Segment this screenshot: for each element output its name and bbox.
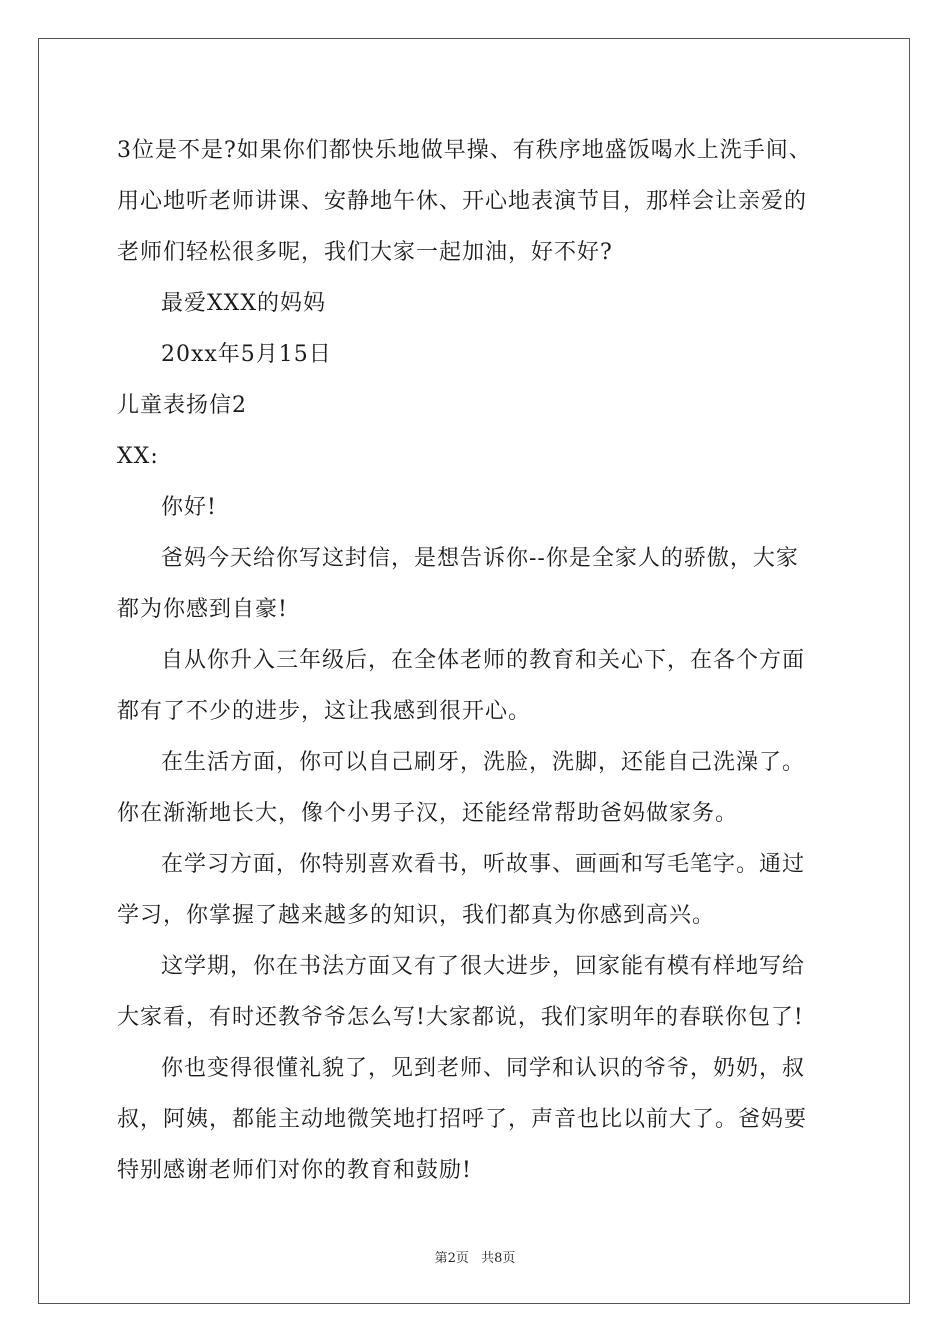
greeting: 你好! bbox=[161, 495, 217, 520]
text-line: 3位是不是?如果你们都快乐地做早操、有秩序地盛饭喝水上洗手间、 bbox=[117, 138, 812, 163]
paragraph-line: 大家看，有时还教爷爷怎么写!大家都说，我们家明年的春联你包了! bbox=[117, 1005, 804, 1030]
text-line: 用心地听老师讲课、安静地午休、开心地表演节目，那样会让亲爱的 bbox=[117, 189, 808, 214]
paragraph-line: 在学习方面，你特别喜欢看书，听故事、画画和写毛笔字。通过 bbox=[161, 852, 806, 877]
signature-line: 最爱XXX的妈妈 bbox=[161, 291, 326, 316]
paragraph-line: 学习，你掌握了越来越多的知识，我们都真为你感到高兴。 bbox=[117, 903, 716, 928]
paragraph-line: 你在渐渐地长大，像个小男子汉，还能经常帮助爸妈做家务。 bbox=[117, 801, 739, 826]
paragraph-line: 自从你升入三年级后，在全体老师的教育和关心下，在各个方面 bbox=[161, 648, 806, 673]
paragraph-line: 都有了不少的进步，这让我感到很开心。 bbox=[117, 699, 532, 724]
page-total: 共8页 bbox=[481, 1251, 516, 1266]
page-number: 第2页 bbox=[434, 1251, 469, 1266]
paragraph-line: 在生活方面，你可以自己刷牙，洗脸，洗脚，还能自己洗澡了。 bbox=[161, 750, 806, 775]
paragraph-line: 这学期，你在书法方面又有了很大进步，回家能有模有样地写给 bbox=[161, 954, 806, 979]
paragraph-line: 爸妈今天给你写这封信，是想告诉你--你是全家人的骄傲，大家 bbox=[161, 546, 799, 571]
document-body bbox=[117, 125, 837, 1196]
page-footer bbox=[0, 1247, 950, 1266]
paragraph-line: 都为你感到自豪! bbox=[117, 597, 288, 622]
paragraph-line: 你也变得很懂礼貌了，见到老师、同学和认识的爷爷，奶奶，叔 bbox=[161, 1056, 806, 1081]
date-line: 20xx年5月15日 bbox=[161, 342, 332, 367]
text-line: 老师们轻松很多呢，我们大家一起加油，好不好? bbox=[117, 240, 613, 265]
salutation: XX: bbox=[117, 444, 159, 469]
paragraph-line: 叔，阿姨，都能主动地微笑地打招呼了，声音也比以前大了。爸妈要 bbox=[117, 1107, 808, 1132]
paragraph-line: 特别感谢老师们对你的教育和鼓励! bbox=[117, 1158, 472, 1183]
section-title: 儿童表扬信2 bbox=[117, 393, 247, 418]
